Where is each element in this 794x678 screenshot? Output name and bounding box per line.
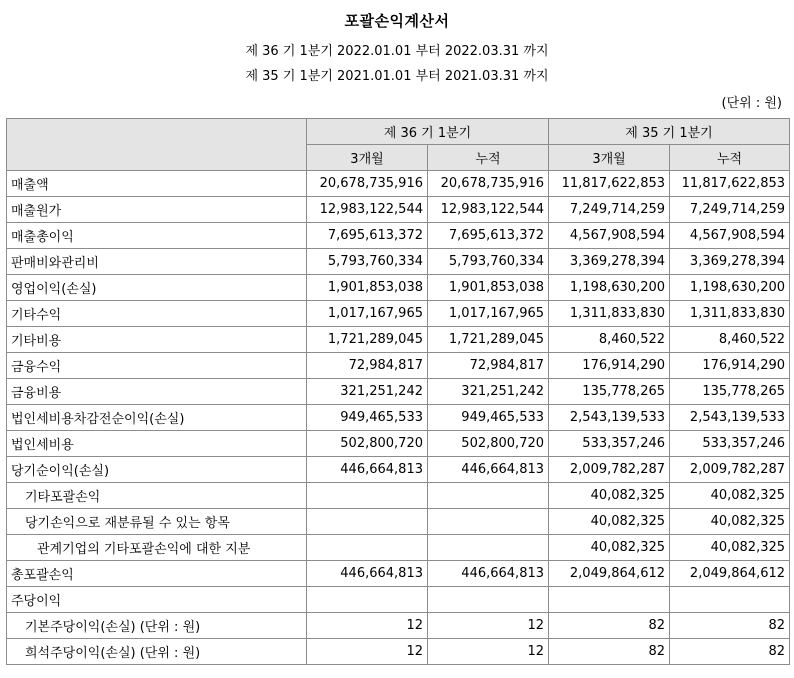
prior-3months-value: 4,567,908,594	[549, 223, 670, 249]
current-cumulative-value: 12	[428, 639, 549, 665]
current-3months-value: 12	[307, 639, 428, 665]
table-row	[7, 587, 790, 613]
current-cumulative-value	[428, 483, 549, 509]
prior-3months-value: 7,249,714,259	[549, 197, 670, 223]
current-cumulative-value: 7,695,613,372	[428, 223, 549, 249]
row-label: 영업이익(손실)	[7, 275, 307, 301]
row-label: 기타포괄손익	[7, 483, 307, 509]
row-label: 희석주당이익(손실) (단위 : 원)	[7, 639, 307, 665]
row-label: 기타비용	[7, 327, 307, 353]
prior-cumulative-value: 2,009,782,287	[670, 457, 790, 483]
prior-cumulative-value: 8,460,522	[670, 327, 790, 353]
table-row	[7, 197, 790, 223]
prior-3months-value	[549, 587, 670, 613]
prior-3months-value: 82	[549, 613, 670, 639]
prior-3months-value: 3,369,278,394	[549, 249, 670, 275]
current-cumulative-value: 20,678,735,916	[428, 171, 549, 197]
prior-cumulative-value: 82	[670, 613, 790, 639]
prior-3months-value: 82	[549, 639, 670, 665]
header-current-cumulative: 누적	[428, 145, 549, 171]
table-row	[7, 379, 790, 405]
prior-cumulative-value: 7,249,714,259	[670, 197, 790, 223]
prior-3months-value: 135,778,265	[549, 379, 670, 405]
current-3months-value: 949,465,533	[307, 405, 428, 431]
header-current-3months: 3개월	[307, 145, 428, 171]
row-label: 판매비와관리비	[7, 249, 307, 275]
row-label: 법인세비용	[7, 431, 307, 457]
prior-cumulative-value: 2,543,139,533	[670, 405, 790, 431]
current-3months-value: 1,901,853,038	[307, 275, 428, 301]
table-row	[7, 457, 790, 483]
current-cumulative-value: 502,800,720	[428, 431, 549, 457]
current-3months-value: 12	[307, 613, 428, 639]
prior-cumulative-value	[670, 587, 790, 613]
current-3months-value: 1,721,289,045	[307, 327, 428, 353]
prior-cumulative-value: 40,082,325	[670, 483, 790, 509]
statement-title: 포괄손익계산서	[344, 12, 450, 30]
row-label: 관계기업의 기타포괄손익에 대한 지분	[7, 535, 307, 561]
prior-period: 제 35 기 1분기 2021.01.01 부터 2021.03.31 까지	[245, 69, 549, 84]
prior-3months-value: 11,817,622,853	[549, 171, 670, 197]
prior-3months-value: 1,311,833,830	[549, 301, 670, 327]
row-label: 금융비용	[7, 379, 307, 405]
row-label: 기본주당이익(손실) (단위 : 원)	[7, 613, 307, 639]
table-row	[7, 223, 790, 249]
table-row	[7, 639, 790, 665]
current-cumulative-value: 1,721,289,045	[428, 327, 549, 353]
current-cumulative-value	[428, 509, 549, 535]
prior-3months-value: 2,049,864,612	[549, 561, 670, 587]
prior-3months-value: 8,460,522	[549, 327, 670, 353]
unit-label: (단위 : 원)	[721, 96, 782, 111]
prior-cumulative-value: 176,914,290	[670, 353, 790, 379]
current-3months-value: 5,793,760,334	[307, 249, 428, 275]
header-prior-3months: 3개월	[549, 145, 670, 171]
row-label: 총포괄손익	[7, 561, 307, 587]
prior-cumulative-value: 40,082,325	[670, 509, 790, 535]
header-label-cell	[7, 119, 307, 171]
prior-3months-value: 2,543,139,533	[549, 405, 670, 431]
table-row	[7, 535, 790, 561]
table-row	[7, 353, 790, 379]
prior-cumulative-value: 11,817,622,853	[670, 171, 790, 197]
row-label: 매출총이익	[7, 223, 307, 249]
current-3months-value: 12,983,122,544	[307, 197, 428, 223]
prior-cumulative-value: 3,369,278,394	[670, 249, 790, 275]
prior-3months-value: 1,198,630,200	[549, 275, 670, 301]
row-label: 기타수익	[7, 301, 307, 327]
prior-3months-value: 40,082,325	[549, 535, 670, 561]
current-cumulative-value: 321,251,242	[428, 379, 549, 405]
table-row	[7, 509, 790, 535]
prior-cumulative-value: 4,567,908,594	[670, 223, 790, 249]
prior-cumulative-value: 2,049,864,612	[670, 561, 790, 587]
current-cumulative-value: 949,465,533	[428, 405, 549, 431]
current-period: 제 36 기 1분기 2022.01.01 부터 2022.03.31 까지	[245, 44, 549, 59]
current-cumulative-value	[428, 587, 549, 613]
prior-cumulative-value: 135,778,265	[670, 379, 790, 405]
current-3months-value: 321,251,242	[307, 379, 428, 405]
table-row	[7, 301, 790, 327]
current-3months-value: 502,800,720	[307, 431, 428, 457]
current-cumulative-value: 5,793,760,334	[428, 249, 549, 275]
prior-3months-value: 176,914,290	[549, 353, 670, 379]
header-current-period: 제 36 기 1분기	[307, 119, 549, 145]
table-row	[7, 327, 790, 353]
current-3months-value	[307, 509, 428, 535]
table-row	[7, 275, 790, 301]
row-label: 당기손익으로 재분류될 수 있는 항목	[7, 509, 307, 535]
current-3months-value	[307, 587, 428, 613]
prior-3months-value: 533,357,246	[549, 431, 670, 457]
header-prior-period: 제 35 기 1분기	[549, 119, 790, 145]
income-statement-table	[6, 118, 790, 665]
table-row	[7, 483, 790, 509]
current-3months-value: 1,017,167,965	[307, 301, 428, 327]
table-row	[7, 613, 790, 639]
current-cumulative-value: 1,901,853,038	[428, 275, 549, 301]
prior-cumulative-value: 533,357,246	[670, 431, 790, 457]
table-row	[7, 405, 790, 431]
current-cumulative-value: 12,983,122,544	[428, 197, 549, 223]
current-cumulative-value: 446,664,813	[428, 561, 549, 587]
prior-3months-value: 40,082,325	[549, 509, 670, 535]
current-3months-value	[307, 483, 428, 509]
header-prior-cumulative: 누적	[670, 145, 790, 171]
prior-cumulative-value: 40,082,325	[670, 535, 790, 561]
prior-cumulative-value: 1,311,833,830	[670, 301, 790, 327]
row-label: 법인세비용차감전순이익(손실)	[7, 405, 307, 431]
row-label: 주당이익	[7, 587, 307, 613]
table-row	[7, 171, 790, 197]
row-label: 금융수익	[7, 353, 307, 379]
prior-cumulative-value: 82	[670, 639, 790, 665]
current-cumulative-value: 12	[428, 613, 549, 639]
current-cumulative-value: 446,664,813	[428, 457, 549, 483]
current-3months-value: 7,695,613,372	[307, 223, 428, 249]
prior-cumulative-value: 1,198,630,200	[670, 275, 790, 301]
current-3months-value: 446,664,813	[307, 561, 428, 587]
current-cumulative-value: 1,017,167,965	[428, 301, 549, 327]
table-row	[7, 431, 790, 457]
current-3months-value	[307, 535, 428, 561]
current-3months-value: 446,664,813	[307, 457, 428, 483]
table-row	[7, 249, 790, 275]
prior-3months-value: 2,009,782,287	[549, 457, 670, 483]
current-cumulative-value	[428, 535, 549, 561]
prior-3months-value: 40,082,325	[549, 483, 670, 509]
row-label: 매출원가	[7, 197, 307, 223]
row-label: 매출액	[7, 171, 307, 197]
table-row	[7, 561, 790, 587]
current-cumulative-value: 72,984,817	[428, 353, 549, 379]
row-label: 당기순이익(손실)	[7, 457, 307, 483]
current-3months-value: 72,984,817	[307, 353, 428, 379]
current-3months-value: 20,678,735,916	[307, 171, 428, 197]
